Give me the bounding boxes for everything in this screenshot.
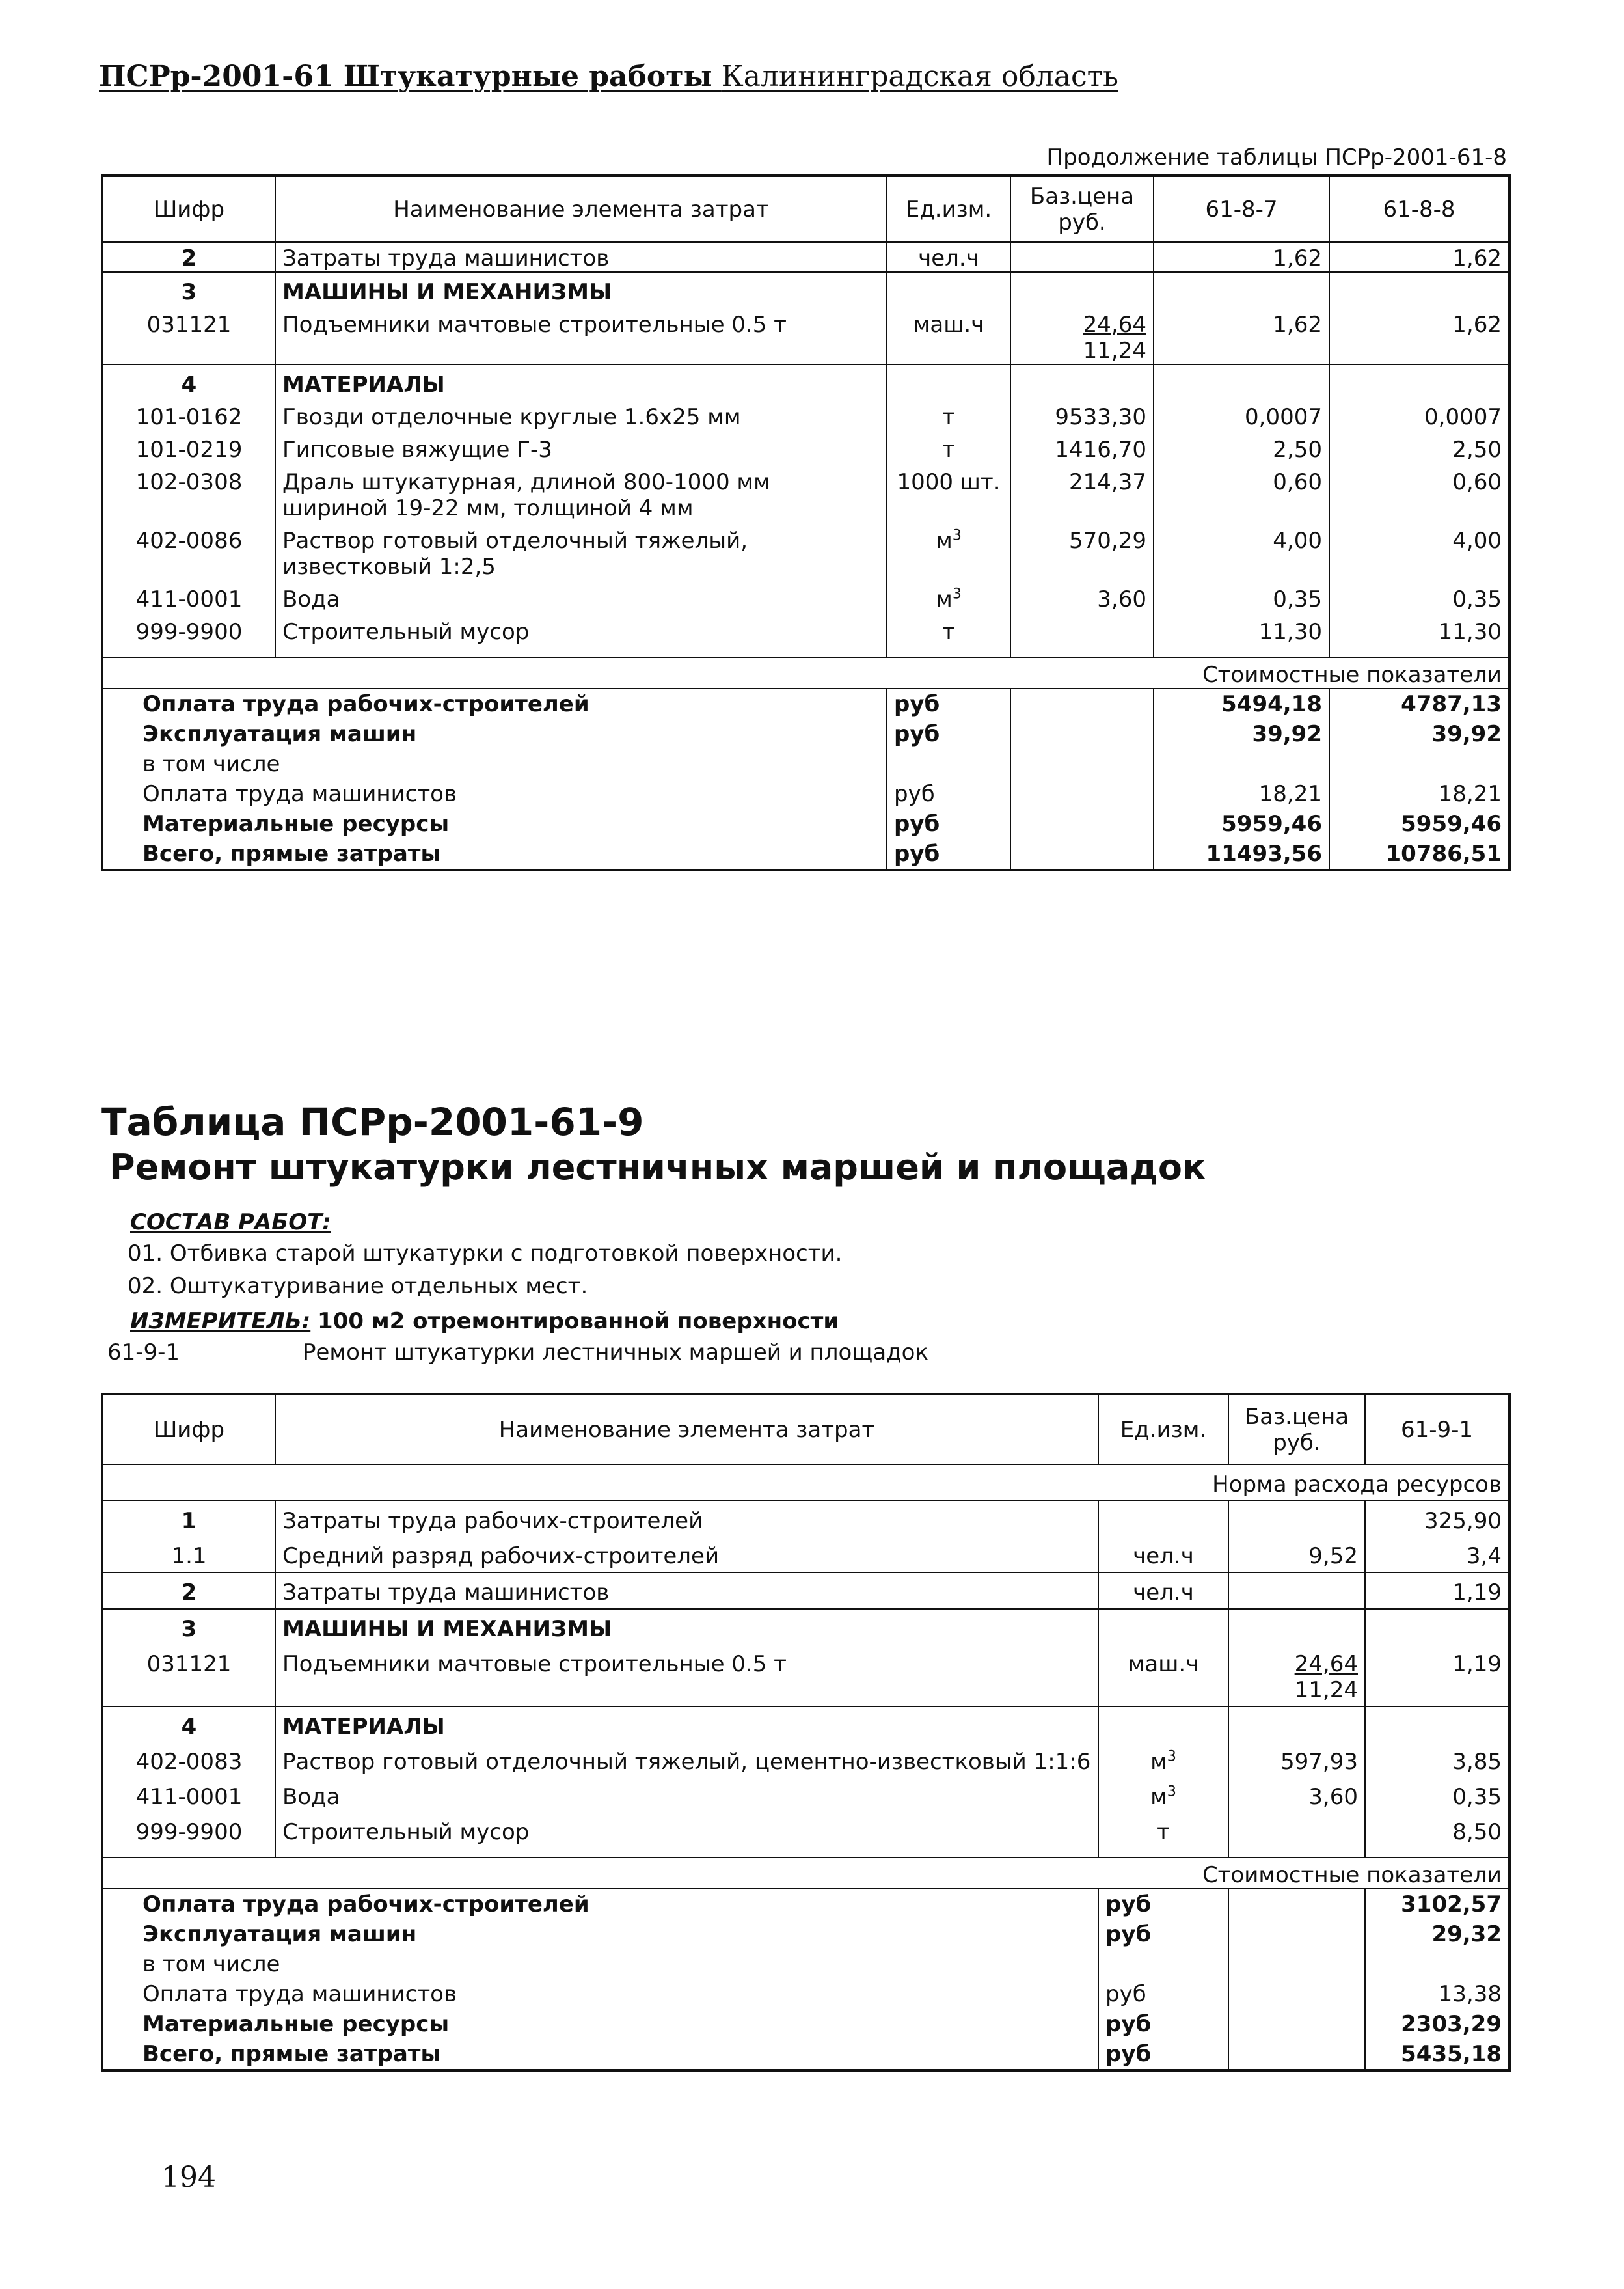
cost-row [102,2039,1509,2070]
page-number: 194 [161,2161,216,2194]
cost-value-61-8-8: 5959,46 [1329,809,1509,839]
row-code: 3 [102,272,275,305]
row-value-61-9-1: 8,50 [1365,1813,1509,1857]
row-value-61-8-8: 1,62 [1329,242,1509,272]
cost-value-61-9-1: 3102,57 [1365,1889,1509,1919]
measure-value: 100 м2 отремонтированной поверхности [318,1308,839,1334]
cost-unit: руб [1098,2039,1228,2070]
cost-unit: руб [1098,1919,1228,1949]
item-name: Ремонт штукатурки лестничных маршей и площадок [303,1339,929,1365]
column-header: Наименование элемента затрат [275,1394,1098,1464]
row-value-61-8-7: 2,50 [1154,430,1329,463]
row-unit: чел.ч [1098,1537,1228,1572]
row-unit: чел.ч [887,242,1010,272]
row-code: 1 [102,1501,275,1537]
cost-empty [1010,809,1154,839]
table-row [102,305,1509,364]
item-code: 61-9-1 [107,1339,180,1365]
cost-unit: руб [1098,1979,1228,2009]
row-unit: т [887,430,1010,463]
cost-unit: руб [887,689,1010,719]
row-unit: т [887,612,1010,657]
page-header [99,60,1118,93]
cost-value-61-8-8: 4787,13 [1329,689,1509,719]
cost-value-61-8-7: 5959,46 [1154,809,1329,839]
row-value-61-8-7: 0,0007 [1154,398,1329,430]
cost-unit: руб [887,809,1010,839]
row-name: Вода [275,580,887,612]
header-code: ПСРр-2001-61 Штукатурные работы [99,60,712,93]
cost-empty [1010,749,1154,779]
table-row [102,398,1509,430]
row-code: 402-0086 [135,528,243,554]
row-name: Драль штукатурная, длиной 800-1000 мм шириной 19-22 мм, толщиной 4 мм [275,463,887,521]
table-row [102,1645,1509,1706]
row-price: 9,52 [1228,1537,1365,1572]
row-value-61-8-7 [1154,272,1329,305]
table-row [102,463,1509,521]
column-header: Шифр [102,176,275,242]
row-code: 402-0083 [135,1749,243,1775]
norm-header: Норма расхода ресурсов [1212,1472,1502,1498]
row-value-61-8-7: 4,00 [1154,521,1329,580]
row-code: 101-0162 [135,404,243,430]
row-name: Затраты труда машинистов [275,242,887,272]
cost-name: Материальные ресурсы [142,811,450,837]
cost-row [102,719,1509,749]
row-unit: $м^3$ [1098,1742,1228,1777]
continuation-note: Продолжение таблицы ПСРр-2001-61-8 [1046,144,1507,171]
row-name: Гвозди отделочные круглые 1.6x25 мм [275,398,887,430]
table-row [102,1777,1509,1813]
row-unit [1098,1501,1228,1537]
table-row [102,430,1509,463]
row-unit: маш.ч [1098,1645,1228,1706]
row-name: Строительный мусор [275,1813,1098,1857]
row-value-61-8-7: 11,30 [1154,612,1329,657]
row-code: 4 [102,364,275,398]
row-price: 214,37 [1010,463,1154,521]
row-code: 101-0219 [135,437,243,463]
row-code: 411-0001 [135,1784,243,1810]
row-name: Подъемники мачтовые строительные 0.5 т [275,305,887,364]
cost-empty [1228,2039,1365,2070]
cost-value-61-9-1: 13,38 [1365,1979,1509,2009]
cost-row [102,689,1509,719]
table-row [102,1537,1509,1572]
row-code: 031121 [146,1651,232,1677]
row-value-61-8-7: 1,62 [1154,242,1329,272]
row-name: Подъемники мачтовые строительные 0.5 т [275,1645,1098,1706]
column-header: Наименование элемента затрат [275,176,887,242]
cost-unit: руб [887,719,1010,749]
column-header: Баз.цена руб. [1010,176,1154,242]
cost-value-61-8-7: 5494,18 [1154,689,1329,719]
row-price: 24,64 11,24 [1010,305,1154,364]
row-unit [887,272,1010,305]
cost-empty [1010,719,1154,749]
cost-empty [1010,839,1154,870]
row-unit: $м^3$ [887,521,1010,580]
row-unit: $м^3$ [887,580,1010,612]
cost-value-61-8-7: 18,21 [1154,779,1329,809]
row-unit: чел.ч [1098,1572,1228,1609]
row-name: Затраты труда машинистов [275,1572,1098,1609]
cost-unit: руб [1098,2009,1228,2039]
row-unit: маш.ч [887,305,1010,364]
row-name: Раствор готовый отделочный тяжелый, известковый 1:2,5 [275,521,887,580]
row-value-61-8-7: 0,60 [1154,463,1329,521]
cost-value-61-8-7 [1154,749,1329,779]
work-item-1: 01. Отбивка старой штукатурки с подготовкой поверхности. [128,1240,843,1267]
table-61-8-continuation [101,174,1511,871]
table-row [102,580,1509,612]
row-price: 3,60 [1010,580,1154,612]
row-code: 4 [102,1706,275,1742]
cost-row [102,1979,1509,2009]
cost-header-row [102,1857,1509,1889]
cost-row [102,749,1509,779]
table-row [102,1572,1509,1609]
row-unit: 1000 шт. [887,463,1010,521]
row-value-61-8-8: 0,60 [1329,463,1509,521]
header-region: Калининградская область [721,60,1118,93]
column-header: 61-8-7 [1154,176,1329,242]
cost-name: Оплата труда машинистов [142,781,457,807]
cost-unit: руб [887,779,1010,809]
row-value-61-9-1: 3,4 [1365,1537,1509,1572]
cost-name: Оплата труда рабочих-строителей [102,689,887,719]
row-value-61-8-8 [1329,272,1509,305]
table-row [102,1609,1509,1645]
cost-value-61-8-8: 39,92 [1329,719,1509,749]
cost-name: в том числе [142,751,280,777]
row-value-61-8-8: 0,0007 [1329,398,1509,430]
cost-value-61-8-7: 39,92 [1154,719,1329,749]
row-name: МАШИНЫ И МЕХАНИЗМЫ [275,1609,1098,1645]
cost-empty [1228,2009,1365,2039]
table-row [102,272,1509,305]
cost-value-61-9-1: 2303,29 [1365,2009,1509,2039]
cost-value-61-9-1: 5435,18 [1365,2039,1509,2070]
row-unit [1098,1609,1228,1645]
column-header: 61-9-1 [1365,1394,1509,1464]
row-price: 597,93 [1228,1742,1365,1777]
table-header-row [102,176,1509,242]
row-name: Раствор готовый отделочный тяжелый, цементно-известковый 1:1:6 [275,1742,1098,1777]
table-row [102,521,1509,580]
cost-value-61-8-8: 10786,51 [1329,839,1509,870]
cost-header: Стоимостные показатели [102,657,1509,689]
row-value-61-8-8: 11,30 [1329,612,1509,657]
cost-value-61-8-7: 11493,56 [1154,839,1329,870]
row-name: Средний разряд рабочих-строителей [275,1537,1098,1572]
column-header: Баз.цена руб. [1228,1394,1365,1464]
cost-row [102,1949,1509,1979]
row-price: 570,29 [1010,521,1154,580]
table-row [102,1706,1509,1742]
cost-unit [887,749,1010,779]
row-code: 031121 [146,312,232,338]
table-title: Таблица ПСРр-2001-61-9 [101,1100,644,1144]
row-unit: т [887,398,1010,430]
cost-header: Стоимостные показатели [102,1857,1509,1889]
row-price: 9533,30 [1010,398,1154,430]
cost-unit: руб [887,839,1010,870]
row-price [1228,1706,1365,1742]
table-row [102,364,1509,398]
cost-unit: руб [1098,1889,1228,1919]
cost-empty [1228,1889,1365,1919]
row-value-61-8-8: 1,62 [1329,305,1509,364]
row-code: 2 [181,245,197,271]
cost-row [102,809,1509,839]
row-code: 3 [102,1609,275,1645]
cost-name: Материальные ресурсы [142,2011,450,2037]
cost-empty [1228,1919,1365,1949]
cost-row [102,779,1509,809]
row-price [1010,242,1154,272]
row-value-61-9-1 [1365,1609,1509,1645]
row-value-61-9-1: 0,35 [1365,1777,1509,1813]
row-value-61-8-8: 4,00 [1329,521,1509,580]
cost-name: Всего, прямые затраты [142,2041,441,2067]
row-value-61-8-8: 2,50 [1329,430,1509,463]
row-name: Гипсовые вяжущие Г-3 [275,430,887,463]
row-name: Вода [275,1777,1098,1813]
cost-row [102,1919,1509,1949]
cost-value-61-9-1: 29,32 [1365,1919,1509,1949]
row-value-61-8-7: 1,62 [1154,305,1329,364]
row-price [1010,612,1154,657]
table-row [102,1742,1509,1777]
cost-row [102,839,1509,870]
table-row [102,612,1509,657]
column-header: 61-8-8 [1329,176,1509,242]
row-price [1228,1572,1365,1609]
row-price [1228,1609,1365,1645]
row-value-61-9-1: 1,19 [1365,1645,1509,1706]
table-row [102,1813,1509,1857]
norm-header-row [102,1464,1509,1501]
row-price: 1416,70 [1010,430,1154,463]
row-price: 3,60 [1228,1777,1365,1813]
row-code: 1.1 [171,1543,207,1569]
cost-name: Всего, прямые затраты [142,841,441,867]
row-unit [887,364,1010,398]
cost-name: Эксплуатация машин [142,721,417,747]
row-value-61-9-1 [1365,1706,1509,1742]
row-value-61-9-1: 1,19 [1365,1572,1509,1609]
row-name: МАТЕРИАЛЫ [275,364,887,398]
row-value-61-8-7: 0,35 [1154,580,1329,612]
cost-name: Оплата труда рабочих-строителей [102,1889,1098,1919]
row-unit: $м^3$ [1098,1777,1228,1813]
row-code: 2 [102,1572,275,1609]
row-price [1010,364,1154,398]
cost-header-row [102,657,1509,689]
row-code: 999-9900 [135,619,243,645]
cost-empty [1228,1949,1365,1979]
measure-label: ИЗМЕРИТЕЛЬ: [130,1308,311,1334]
row-value-61-9-1: 3,85 [1365,1742,1509,1777]
cost-row [102,2009,1509,2039]
row-code: 102-0308 [135,469,243,495]
row-price [1010,272,1154,305]
row-price [1228,1501,1365,1537]
row-name: МАТЕРИАЛЫ [275,1706,1098,1742]
row-name: Строительный мусор [275,612,887,657]
column-header: Ед.изм. [1098,1394,1228,1464]
cost-value-61-8-8 [1329,749,1509,779]
row-value-61-9-1: 325,90 [1365,1501,1509,1537]
row-code: 411-0001 [135,586,243,612]
row-name: МАШИНЫ И МЕХАНИЗМЫ [275,272,887,305]
work-item-2: 02. Оштукатуривание отдельных мест. [128,1273,588,1299]
cost-name: Оплата труда машинистов [142,1981,457,2007]
table-61-9 [101,1393,1511,2072]
table-row [102,1501,1509,1537]
row-unit [1098,1706,1228,1742]
cost-empty [1010,779,1154,809]
cost-unit [1098,1949,1228,1979]
table-row [102,242,1509,272]
cost-name: в том числе [142,1951,280,1977]
row-price [1228,1813,1365,1857]
row-value-61-8-7 [1154,364,1329,398]
cost-name: Эксплуатация машин [142,1921,417,1947]
column-header: Ед.изм. [887,176,1010,242]
row-unit: т [1098,1813,1228,1857]
cost-empty [1228,1979,1365,2009]
cost-value-61-8-8: 18,21 [1329,779,1509,809]
column-header: Шифр [102,1394,275,1464]
measure-line [130,1308,839,1334]
row-price: 24,64 11,24 [1228,1645,1365,1706]
cost-empty [1010,689,1154,719]
row-code: 999-9900 [135,1819,243,1845]
row-value-61-8-8 [1329,364,1509,398]
table-subtitle: Ремонт штукатурки лестничных маршей и площадок [109,1147,1206,1188]
cost-value-61-9-1 [1365,1949,1509,1979]
cost-row [102,1889,1509,1919]
row-value-61-8-8: 0,35 [1329,580,1509,612]
work-label: СОСТАВ РАБОТ: [130,1209,331,1235]
table-header-row [102,1394,1509,1464]
row-name: Затраты труда рабочих-строителей [275,1501,1098,1537]
